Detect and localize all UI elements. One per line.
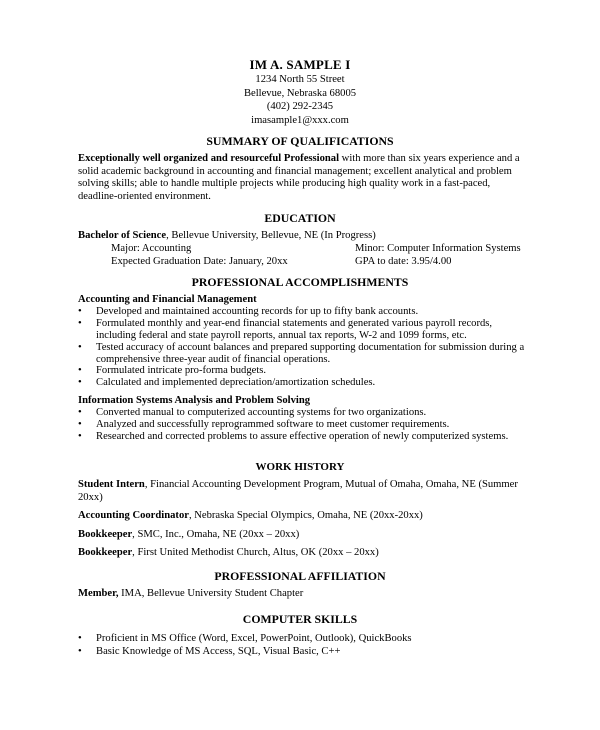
list-item: • Formulated monthly and year-end financial statements and generated various payroll records, including federal and state payroll reports, annual tax reports, W-2 and 1099 forms, etc.	[78, 318, 528, 342]
degree: Bachelor of Science	[78, 230, 167, 241]
group-heading: Accounting and Financial Management	[78, 294, 257, 305]
contact-header	[0, 57, 600, 127]
affiliation-line	[78, 588, 528, 601]
list-item: • Analyzed and successfully reprogrammed software to meet customer requirements.	[78, 419, 528, 431]
systems-list	[78, 407, 528, 443]
list-item: • Converted manual to computerized accounting systems for two organizations.	[78, 407, 528, 419]
accomplishments-section	[78, 294, 528, 443]
list-item: • Tested accuracy of account balances and prepared supporting documentation for submission during a comprehensive three-year audit of financial operations.	[78, 342, 528, 366]
work-history-section	[78, 479, 528, 560]
street-address: 1234 North 55 Street	[255, 74, 345, 85]
summary-heading: SUMMARY OF QUALIFICATIONS	[206, 134, 394, 148]
list-item: • Proficient in MS Office (Word, Excel, PowerPoint, Outlook), QuickBooks	[78, 632, 528, 645]
job-entry	[78, 479, 528, 504]
skills-section	[78, 632, 528, 658]
job-detail: , SMC, Inc., Omaha, NE (20xx – 20xx)	[132, 528, 300, 540]
accounting-list	[78, 306, 528, 389]
summary-text: with more than six years experience and a solid academic background in accounting and financial management; excellent analytical and problem solving skills; able to handle multiple projects while producing high quality work in a fast-paced, deadline-oriented environment.	[78, 153, 520, 203]
job-detail: , First United Methodist Church, Altus, OK (20xx – 20xx)	[132, 547, 379, 559]
list-item: • Researched and corrected problems to assure effective operation of newly computerized systems.	[78, 431, 528, 443]
education-section	[78, 230, 528, 268]
job-role: Accounting Coordinator	[78, 510, 189, 522]
school: , Bellevue University, Bellevue, NE (In Progress)	[166, 230, 376, 241]
job-detail: , Financial Accounting Development Program, Mutual of Omaha, Omaha, NE (Summer 20xx)	[78, 479, 518, 503]
job-role: Bookkeeper	[78, 547, 133, 559]
summary-paragraph	[78, 153, 528, 204]
major: Major: Accounting	[111, 242, 192, 254]
education-heading: EDUCATION	[264, 211, 336, 225]
list-item: • Calculated and implemented depreciation/amortization schedules.	[78, 377, 528, 389]
job-detail: , Nebraska Special Olympics, Omaha, NE (20xx-20xx)	[188, 510, 423, 522]
skills-heading: COMPUTER SKILLS	[242, 612, 358, 626]
phone-number: (402) 292-2345	[266, 101, 334, 112]
graduation-date: Expected Graduation Date: January, 20xx	[111, 255, 288, 267]
job-entry	[78, 529, 528, 542]
city-state-zip: Bellevue, Nebraska 68005	[243, 87, 357, 99]
skills-list	[78, 632, 528, 658]
job-role: Bookkeeper	[78, 528, 133, 540]
job-role: Student Intern	[78, 479, 145, 490]
affiliation-detail: IMA, Bellevue University Student Chapter	[118, 588, 304, 599]
summary-lead: Exceptionally well organized and resourceful Professional	[78, 153, 340, 164]
list-item: • Basic Knowledge of MS Access, SQL, Visual Basic, C++	[78, 645, 528, 658]
minor: Minor: Computer Information Systems	[355, 242, 521, 254]
accomplishments-heading: PROFESSIONAL ACCOMPLISHMENTS	[191, 275, 409, 289]
affiliation-role: Member,	[78, 588, 119, 599]
work-history-heading: WORK HISTORY	[255, 461, 345, 473]
candidate-name: IM A. SAMPLE I	[249, 57, 351, 72]
list-item: • Developed and maintained accounting records for up to fifty bank accounts.	[78, 306, 528, 318]
gpa: GPA to date: 3.95/4.00	[355, 255, 452, 267]
list-item: • Formulated intricate pro-forma budgets.	[78, 365, 528, 377]
group-heading: Information Systems Analysis and Problem Solving	[78, 395, 311, 407]
job-entry	[78, 510, 528, 523]
job-entry	[78, 547, 528, 560]
affiliation-heading: PROFESSIONAL AFFILIATION	[214, 569, 386, 583]
email-address: imasample1@xxx.com	[251, 114, 349, 126]
